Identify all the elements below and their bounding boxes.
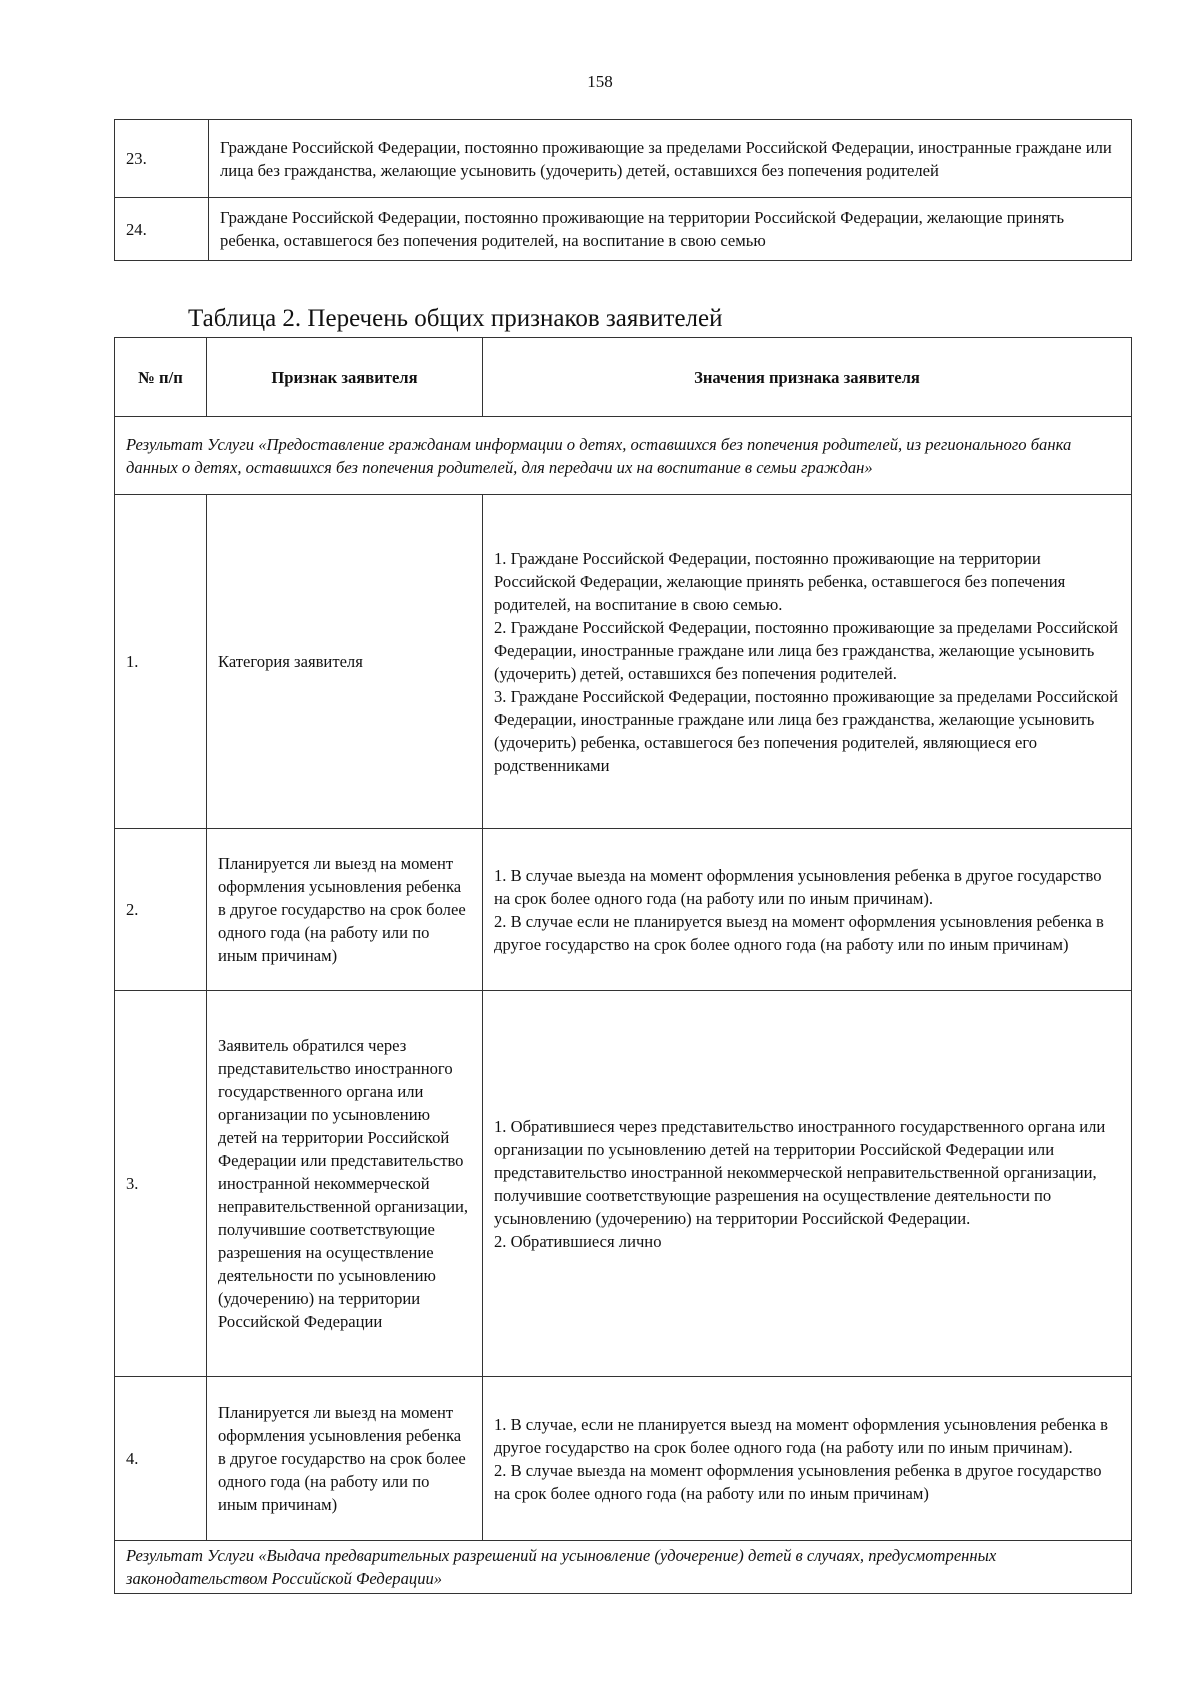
table-row xyxy=(115,1377,1132,1541)
row-values: 1. Обратившиеся через представительство иностранного государственного органа или организации по усыновлению детей на территории Российской Федерации или представительство иностранной некоммерческой неправительственной организации, получившие соответствующие разрешения на осуществление деятельности по усыновлению (удочерению) на территории Российской Федерации. 2. Обратившиеся лично xyxy=(483,991,1132,1377)
section-row xyxy=(115,417,1132,495)
row-number: 2. xyxy=(115,829,207,991)
row-text: Граждане Российской Федерации, постоянно проживающие за пределами Российской Федерации, иностранные граждане или лица без гражданства, желающие усыновить (удочерить) детей, оставшихся без попечения родителей xyxy=(209,120,1132,198)
row-sign: Планируется ли выезд на момент оформления усыновления ребенка в другое государство на срок более одного года (на работу или по иным причинам) xyxy=(207,829,483,991)
row-text: Граждане Российской Федерации, постоянно проживающие на территории Российской Федерации, желающие принять ребенка, оставшегося без попечения родителей, на воспитание в свою семью xyxy=(209,198,1132,261)
row-sign: Планируется ли выезд на момент оформления усыновления ребенка в другое государство на срок более одного года (на работу или по иным причинам) xyxy=(207,1377,483,1541)
table-title: Таблица 2. Перечень общих признаков заявителей xyxy=(188,305,723,332)
row-sign: Заявитель обратился через представительство иностранного государственного органа или организации по усыновлению детей на территории Российской Федерации или представительство иностранной некоммерческой неправительственной организации, получившие соответствующие разрешения на осуществление деятельности по усыновлению (удочерению) на территории Российской Федерации xyxy=(207,991,483,1377)
row-number: 23. xyxy=(115,120,209,198)
header-values: Значения признака заявителя xyxy=(483,338,1132,417)
table-row xyxy=(115,495,1132,829)
page-number: 158 xyxy=(587,72,613,91)
section-row xyxy=(115,1541,1132,1594)
header-sign: Признак заявителя xyxy=(207,338,483,417)
row-number: 24. xyxy=(115,198,209,261)
table-header-row xyxy=(115,338,1132,417)
table-row xyxy=(115,198,1132,261)
row-number: 3. xyxy=(115,991,207,1377)
header-number: № п/п xyxy=(115,338,207,417)
row-values: 1. В случае, если не планируется выезд на момент оформления усыновления ребенка в другое государство на срок более одного года (на работу или по иным причинам). 2. В случае выезда на момент оформления усыновления ребенка в другое государство на срок более одного года (на работу или по иным причинам) xyxy=(483,1377,1132,1541)
row-values: 1. Граждане Российской Федерации, постоянно проживающие на территории Российской Федерации, желающие принять ребенка, оставшегося без попечения родителей, на воспитание в свою семью. 2. Граждане Российской Федерации, постоянно проживающие за пределами Российской Федерации, иностранные граждане или лица без гражданства, желающие усыновить (удочерить) детей, оставшихся без попечения родителей. 3. Граждане Российской Федерации, постоянно проживающие за пределами Российской Федерации, иностранные граждане или лица без гражданства, желающие усыновить (удочерить) ребенка, оставшегося без попечения родителей, являющиеся его родственниками xyxy=(483,495,1132,829)
row-number: 4. xyxy=(115,1377,207,1541)
row-number: 1. xyxy=(115,495,207,829)
table-row xyxy=(115,120,1132,198)
section-title: Результат Услуги «Выдача предварительных разрешений на усыновление (удочерение) детей в случаях, предусмотренных законодательством Российской Федерации» xyxy=(115,1541,1132,1594)
applicant-signs-table xyxy=(114,337,1132,1594)
row-sign: Категория заявителя xyxy=(207,495,483,829)
section-title: Результат Услуги «Предоставление гражданам информации о детях, оставшихся без попечения родителей, из регионального банка данных о детях, оставшихся без попечения родителей, для передачи их на воспитание в семьи граждан» xyxy=(115,417,1132,495)
table-row xyxy=(115,829,1132,991)
table-row xyxy=(115,991,1132,1377)
applicants-table-continued xyxy=(114,119,1132,261)
row-values: 1. В случае выезда на момент оформления усыновления ребенка в другое государство на срок более одного года (на работу или по иным причинам). 2. В случае если не планируется выезд на момент оформления усыновления ребенка в другое государство на срок более одного года (на работу или по иным причинам) xyxy=(483,829,1132,991)
